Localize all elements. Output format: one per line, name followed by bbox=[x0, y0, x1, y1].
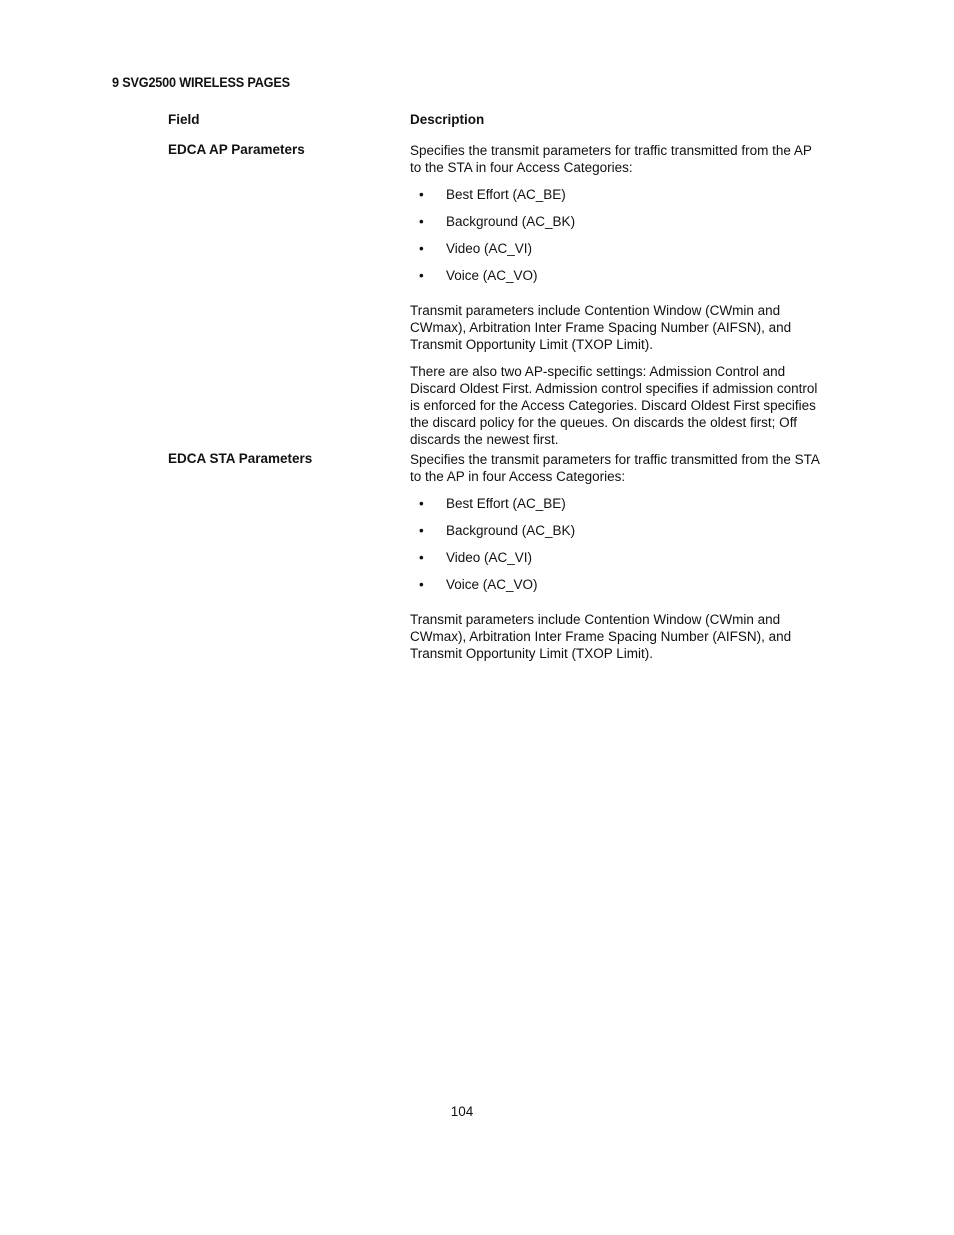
list-item-text: Best Effort (AC_BE) bbox=[446, 187, 566, 202]
list-item-text: Best Effort (AC_BE) bbox=[446, 496, 566, 511]
access-category-list bbox=[410, 495, 825, 603]
bullet-icon: • bbox=[419, 523, 424, 538]
description-edca-ap bbox=[410, 142, 825, 458]
list-item bbox=[410, 576, 825, 603]
page-number: 104 bbox=[450, 1104, 474, 1119]
description-paragraph: Transmit parameters include Contention Window (CWmin and CWmax), Arbitration Inter Frame Spacing Number (AIFSN), and Transmit Opportunity Limit (TXOP Limit). bbox=[410, 303, 792, 352]
description-edca-sta bbox=[410, 451, 825, 672]
bullet-icon: • bbox=[419, 550, 424, 565]
list-item bbox=[410, 213, 825, 240]
list-item bbox=[410, 267, 825, 294]
bullet-icon: • bbox=[419, 268, 424, 283]
column-header-field: Field bbox=[168, 112, 200, 127]
bullet-icon: • bbox=[419, 577, 424, 592]
bullet-icon: • bbox=[419, 187, 424, 202]
bullet-icon: • bbox=[419, 241, 424, 256]
description-intro: Specifies the transmit parameters for traffic transmitted from the AP to the STA in four Access Categories: bbox=[410, 143, 812, 175]
list-item bbox=[410, 186, 825, 213]
section-heading: 9 SVG2500 WIRELESS PAGES bbox=[112, 75, 290, 90]
description-paragraph: Transmit parameters include Contention Window (CWmin and CWmax), Arbitration Inter Frame Spacing Number (AIFSN), and Transmit Opportunity Limit (TXOP Limit). bbox=[410, 612, 792, 661]
list-item-text: Video (AC_VI) bbox=[446, 241, 533, 256]
list-item bbox=[410, 495, 825, 522]
list-item bbox=[410, 240, 825, 267]
field-label-edca-sta: EDCA STA Parameters bbox=[168, 451, 313, 466]
description-paragraph: There are also two AP-specific settings: Admission Control and Discard Oldest First. Admission control specifies if admission control is enforced for the Access Categories. Discard Oldest First specifies the discard policy for the queues. On discards the oldest first; Off discards the newest first. bbox=[410, 364, 818, 447]
description-intro: Specifies the transmit parameters for traffic transmitted from the STA to the AP in four Access Categories: bbox=[410, 452, 820, 484]
column-header-description: Description bbox=[410, 112, 485, 127]
access-category-list bbox=[410, 186, 825, 294]
list-item-text: Background (AC_BK) bbox=[446, 523, 576, 538]
bullet-icon: • bbox=[419, 496, 424, 511]
list-item bbox=[410, 549, 825, 576]
list-item-text: Voice (AC_VO) bbox=[446, 577, 538, 592]
field-label-edca-ap: EDCA AP Parameters bbox=[168, 142, 305, 157]
list-item-text: Background (AC_BK) bbox=[446, 214, 576, 229]
list-item bbox=[410, 522, 825, 549]
list-item-text: Voice (AC_VO) bbox=[446, 268, 538, 283]
bullet-icon: • bbox=[419, 214, 424, 229]
list-item-text: Video (AC_VI) bbox=[446, 550, 533, 565]
